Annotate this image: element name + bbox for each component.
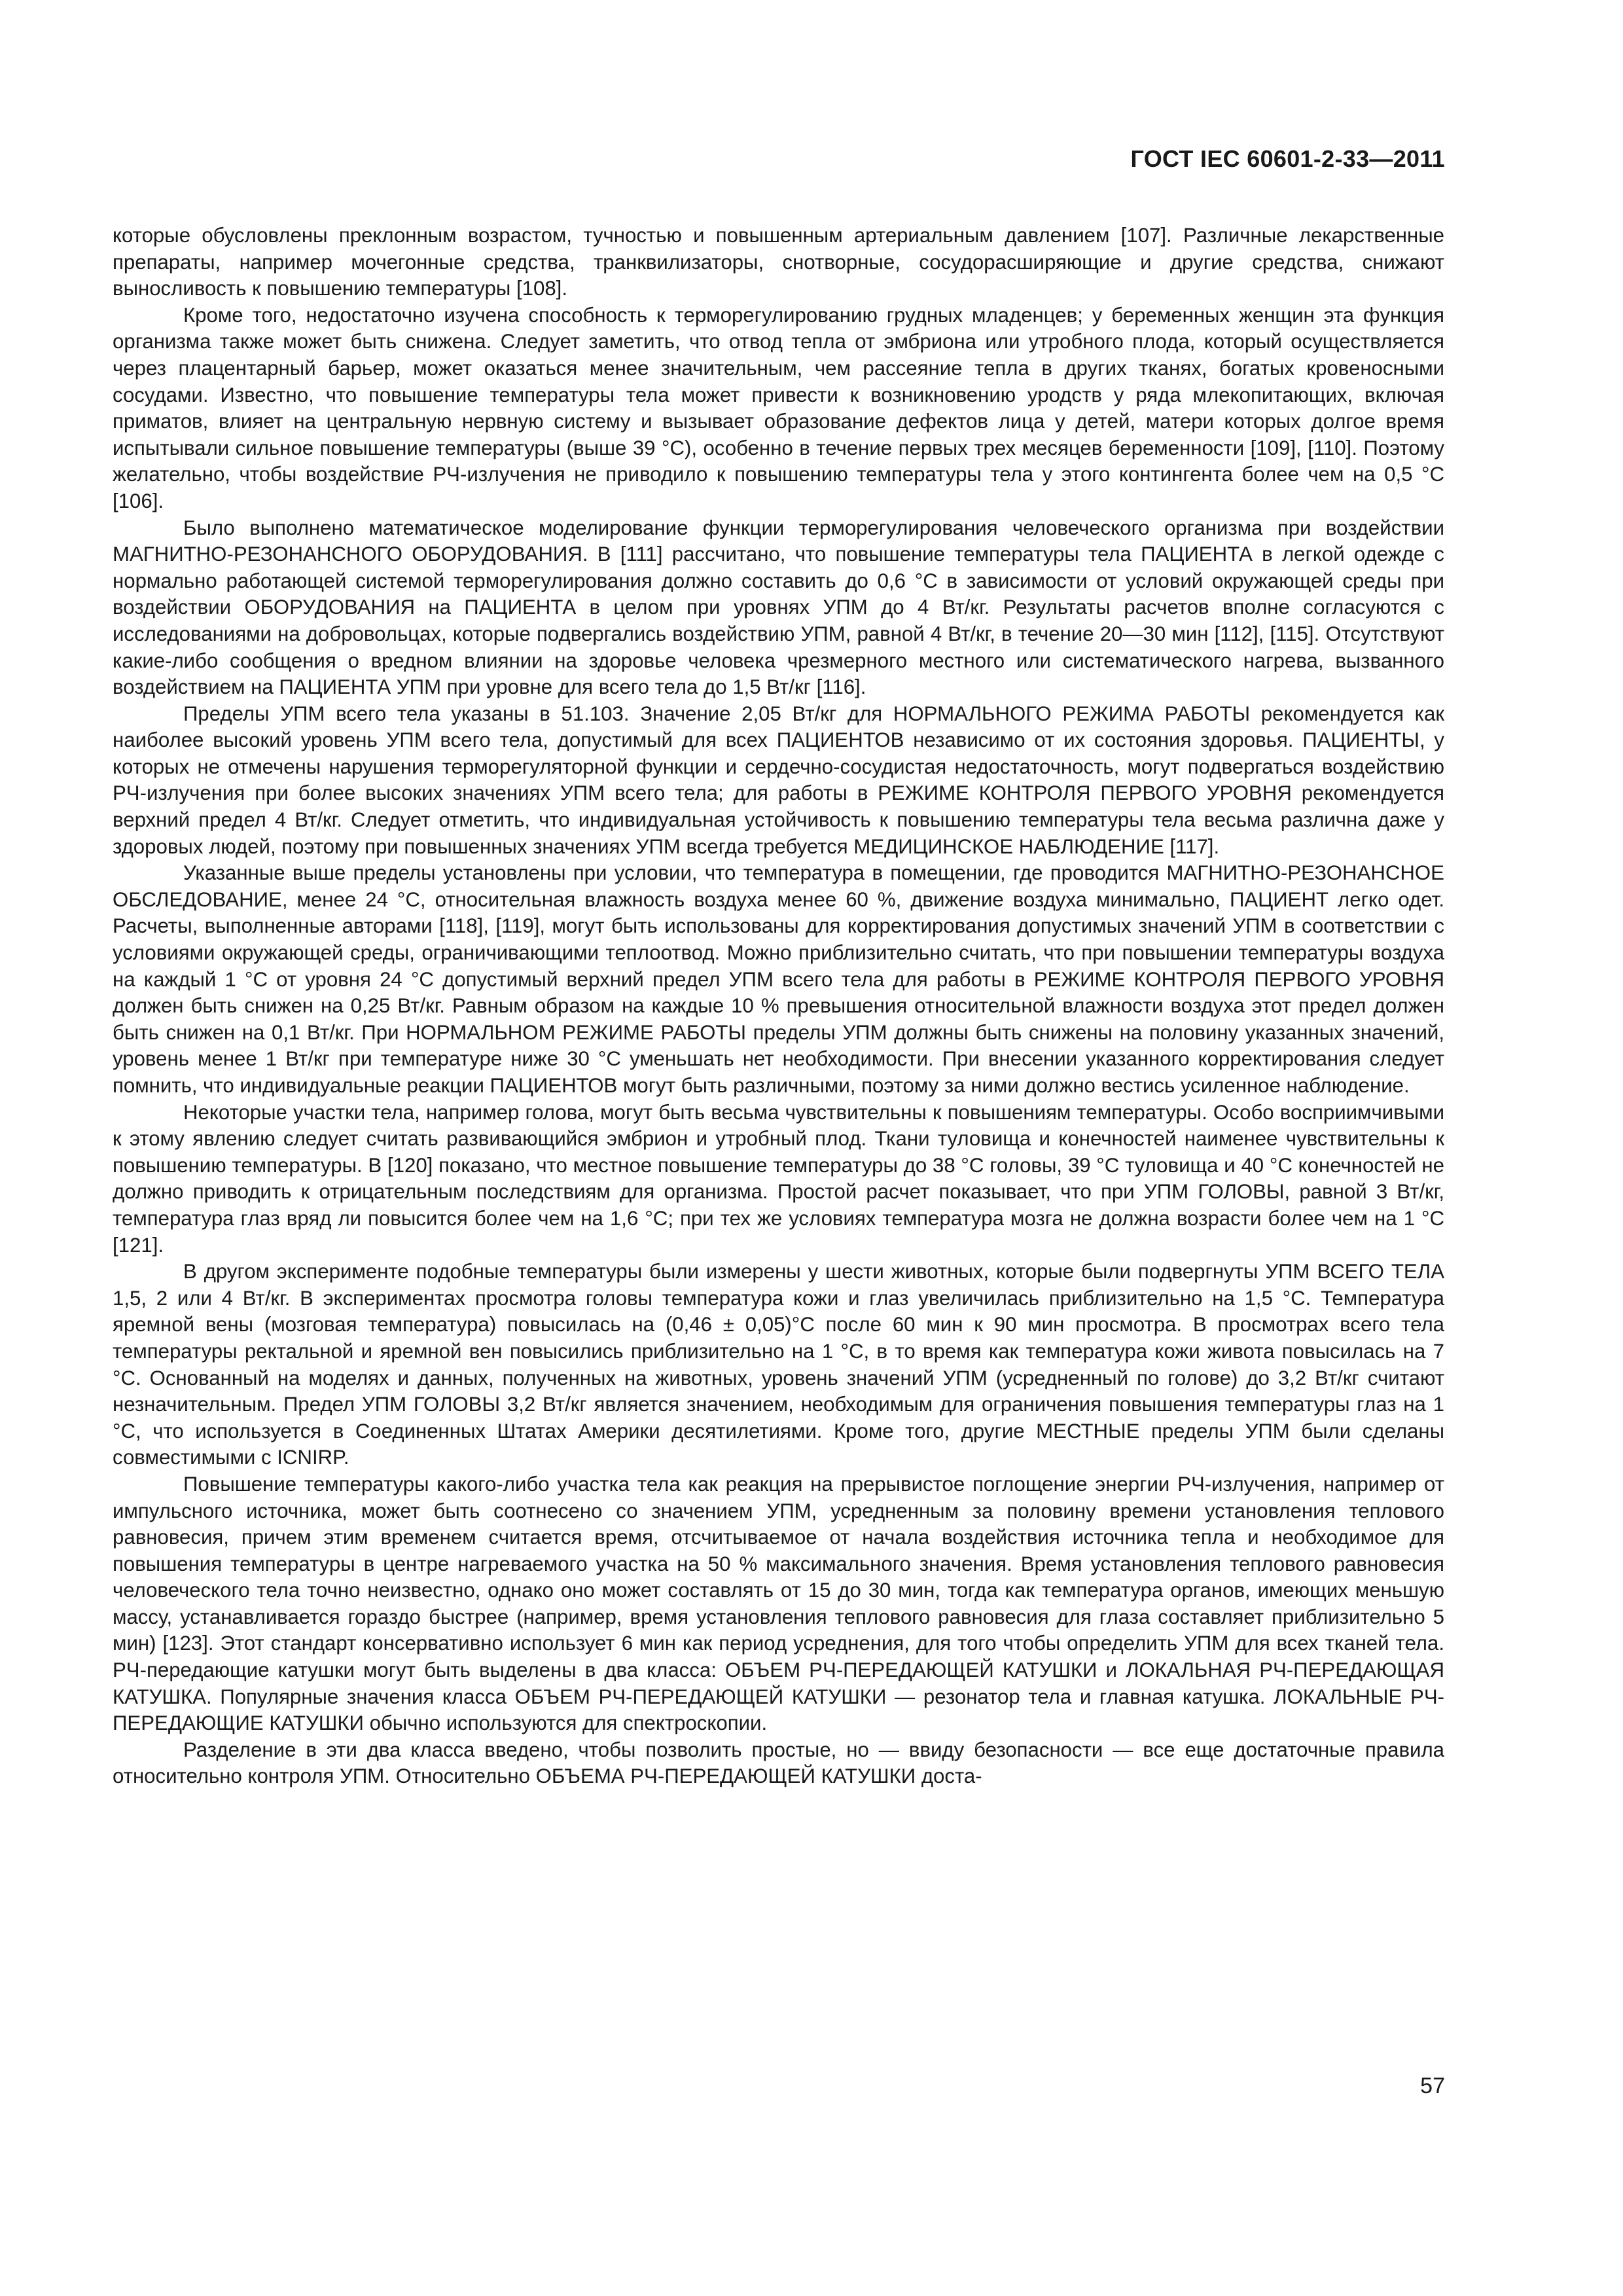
paragraph-5: Указанные выше пределы установлены при условии, что температура в помещении, где проводится МАГНИТНО-РЕЗОНАНСНОЕ ОБСЛЕДОВАНИЕ, менее 24 °С, относительная влажность воздуха менее 60 %, движение воздуха минимально, ПАЦИЕНТ легко одет. Расчеты, выполненные авторами [118], [119], могут быть использованы для корректирования допустимых значений УПМ в соответствии с условиями окружающей среды, ограничивающими теплоотвод. Можно приблизительно считать, что при повышении температуры воздуха на каждый 1 °С от уровня 24 °С допустимый верхний предел УПМ всего тела для работы в РЕЖИМЕ КОНТРОЛЯ ПЕРВОГО УРОВНЯ должен быть снижен на 0,25 Вт/кг. Равным образом на каждые 10 % превышения относительной влажности воздуха этот предел должен быть снижен на 0,1 Вт/кг. При НОРМАЛЬНОМ РЕЖИМЕ РАБОТЫ пределы УПМ должны быть снижены на половину указанных значений, уровень менее 1 Вт/кг при температуре ниже 30 °С уменьшать нет необходимости. При внесении указанного корректирования следует помнить, что индивидуальные реакции ПАЦИЕНТОВ могут быть различными, поэтому за ними должно вестись усиленное наблюдение. bbox=[113, 861, 1444, 1097]
paragraph-8: Повышение температуры какого-либо участка тела как реакция на прерывистое поглощение энергии РЧ-излучения, например от импульсного источника, может быть соотнесено со значением УПМ, усредненным за половину времени установления теплового равновесия, причем этим временем считается время, отсчитываемое от начала воздействия источника тепла и необходимое для повышения температуры в центре нагреваемого участка на 50 % максимального значения. Время установления теплового равновесия человеческого тела точно неизвестно, однако оно может составлять от 15 до 30 мин, тогда как температура органов, имеющих меньшую массу, устанавливается гораздо быстрее (например, время установления теплового равновесия для глаза составляет приблизительно 5 мин) [123]. Этот стандарт консервативно использует 6 мин как период усреднения, для того чтобы определить УПМ для всех тканей тела. РЧ-передающие катушки могут быть выделены в два класса: ОБЪЕМ РЧ-ПЕРЕДАЮЩЕЙ КАТУШКИ и ЛОКАЛЬНАЯ РЧ-ПЕРЕДАЮЩАЯ КАТУШКА. Популярные значения класса ОБЪЕМ РЧ-ПЕРЕДАЮЩЕЙ КАТУШКИ — резонатор тела и главная катушка. ЛОКАЛЬНЫЕ РЧ-ПЕРЕДАЮЩИЕ КАТУШКИ обычно используются для спектроскопии. bbox=[113, 1472, 1444, 1735]
paragraph-9: Разделение в эти два класса введено, чтобы позволить простые, но — ввиду безопасности — все еще достаточные правила относительно контроля УПМ. Относительно ОБЪЕМА РЧ-ПЕРЕДАЮЩЕЙ КАТУШКИ доста- bbox=[113, 1738, 1444, 1788]
paragraph-6: Некоторые участки тела, например голова, могут быть весьма чувствительны к повышениям температуры. Особо восприимчивыми к этому явлению следует считать развивающийся эмбрион и утробный плод. Ткани туловища и конечностей наименее чувствительны к повышению температуры. В [120] показано, что местное повышение температуры до 38 °С головы, 39 °С туловища и 40 °С конечностей не должно приводить к отрицательным последствиям для организма. Простой расчет показывает, что при УПМ ГОЛОВЫ, равной 3 Вт/кг, температура глаз вряд ли повысится более чем на 1,6 °С; при тех же условиях температура мозга не должна возрасти более чем на 1 °С [121]. bbox=[113, 1100, 1444, 1257]
paragraph-1: которые обусловлены преклонным возрастом, тучностью и повышенным артериальным давлением [107]. Различные лекарственные препараты, например мочегонные средства, транквилизаторы, снотворные, сосудорасширяющие и другие средства, снижают выносливость к повышению температуры [108]. bbox=[113, 224, 1444, 300]
paragraph-3: Было выполнено математическое моделирование функции терморегулирования человеческого организма при воздействии МАГНИТНО-РЕЗОНАНСНОГО ОБОРУДОВАНИЯ. В [111] рассчитано, что повышение температуры тела ПАЦИЕНТА в легкой одежде с нормально работающей системой терморегулирования должно составить до 0,6 °С в зависимости от условий окружающей среды при воздействии ОБОРУДОВАНИЯ на ПАЦИЕНТА в целом при уровнях УПМ до 4 Вт/кг. Результаты расчетов вполне согласуются с исследованиями на добровольцах, которые подвергались воздействию УПМ, равной 4 Вт/кг, в течение 20—30 мин [112], [115]. Отсутствуют какие-либо сообщения о вредном влиянии на здоровье человека чрезмерного местного или систематического нагрева, вызванного воздействием на ПАЦИЕНТА УПМ при уровне для всего тела до 1,5 Вт/кг [116]. bbox=[113, 516, 1444, 699]
paragraph-2: Кроме того, недостаточно изучена способность к терморегулированию грудных младенцев; у беременных женщин эта функция организма также может быть снижена. Следует заметить, что отвод тепла от эмбриона или утробного плода, который осуществляется через плацентарный барьер, может оказаться менее значительным, чем рассеяние тепла в других тканях, богатых кровеносными сосудами. Известно, что повышение температуры тела может привести к возникновению уродств у ряда млекопитающих, включая приматов, влияет на центральную нервную систему и вызывает образование дефектов лица у детей, матери которых долгое время испытывали сильное повышение температуры (выше 39 °С), особенно в течение первых трех месяцев беременности [109], [110]. Поэтому желательно, чтобы воздействие РЧ-излучения не приводило к повышению температуры тела у этого контингента более чем на 0,5 °С [106]. bbox=[113, 303, 1444, 512]
paragraph-4: Пределы УПМ всего тела указаны в 51.103. Значение 2,05 Вт/кг для НОРМАЛЬНОГО РЕЖИМА РАБОТЫ рекомендуется как наиболее высокий уровень УПМ всего тела, допустимый для всех ПАЦИЕНТОВ независимо от их состояния здоровья. ПАЦИЕНТЫ, у которых не отмечены нарушения терморегуляторной функции и сердечно-сосудистая недостаточность, могут подвергаться воздействию РЧ-излучения при более высоких значениях УПМ всего тела; для работы в РЕЖИМЕ КОНТРОЛЯ ПЕРВОГО УРОВНЯ рекомендуется верхний предел 4 Вт/кг. Следует отметить, что индивидуальная устойчивость к повышению температуры тела весьма различна даже у здоровых людей, поэтому при повышенных значениях УПМ всегда требуется МЕДИЦИНСКОЕ НАБЛЮДЕНИЕ [117]. bbox=[113, 702, 1444, 858]
document-header-title: ГОСТ IEC 60601-2-33—2011 bbox=[1130, 145, 1445, 172]
paragraph-7: В другом эксперименте подобные температуры были измерены у шести животных, которые были подвергнуты УПМ ВСЕГО ТЕЛА 1,5, 2 или 4 Вт/кг. В экспериментах просмотра головы температура кожи и глаз увеличилась приблизительно на 1,5 °С. Температура яремной вены (мозговая температура) повысилась на (0,46 ± 0,05)°С после 60 мин к 90 мин просмотра. В просмотрах всего тела температуры ректальной и яремной вен повысились приблизительно на 1 °С, в то время как температура кожи живота повысилась на 7 °С. Основанный на моделях и данных, полученных на животных, уровень значений УПМ (усредненный по голове) до 3,2 Вт/кг считают незначительным. Предел УПМ ГОЛОВЫ 3,2 Вт/кг является значением, необходимым для ограничения повышения температуры глаз на 1 °С, что используется в Соединенных Штатах Америки десятилетиями. Кроме того, другие МЕСТНЫЕ пределы УПМ были сделаны совместимыми с ICNIRP. bbox=[113, 1260, 1444, 1469]
page-number: 57 bbox=[1420, 2073, 1445, 2098]
document-body bbox=[113, 223, 1444, 1790]
